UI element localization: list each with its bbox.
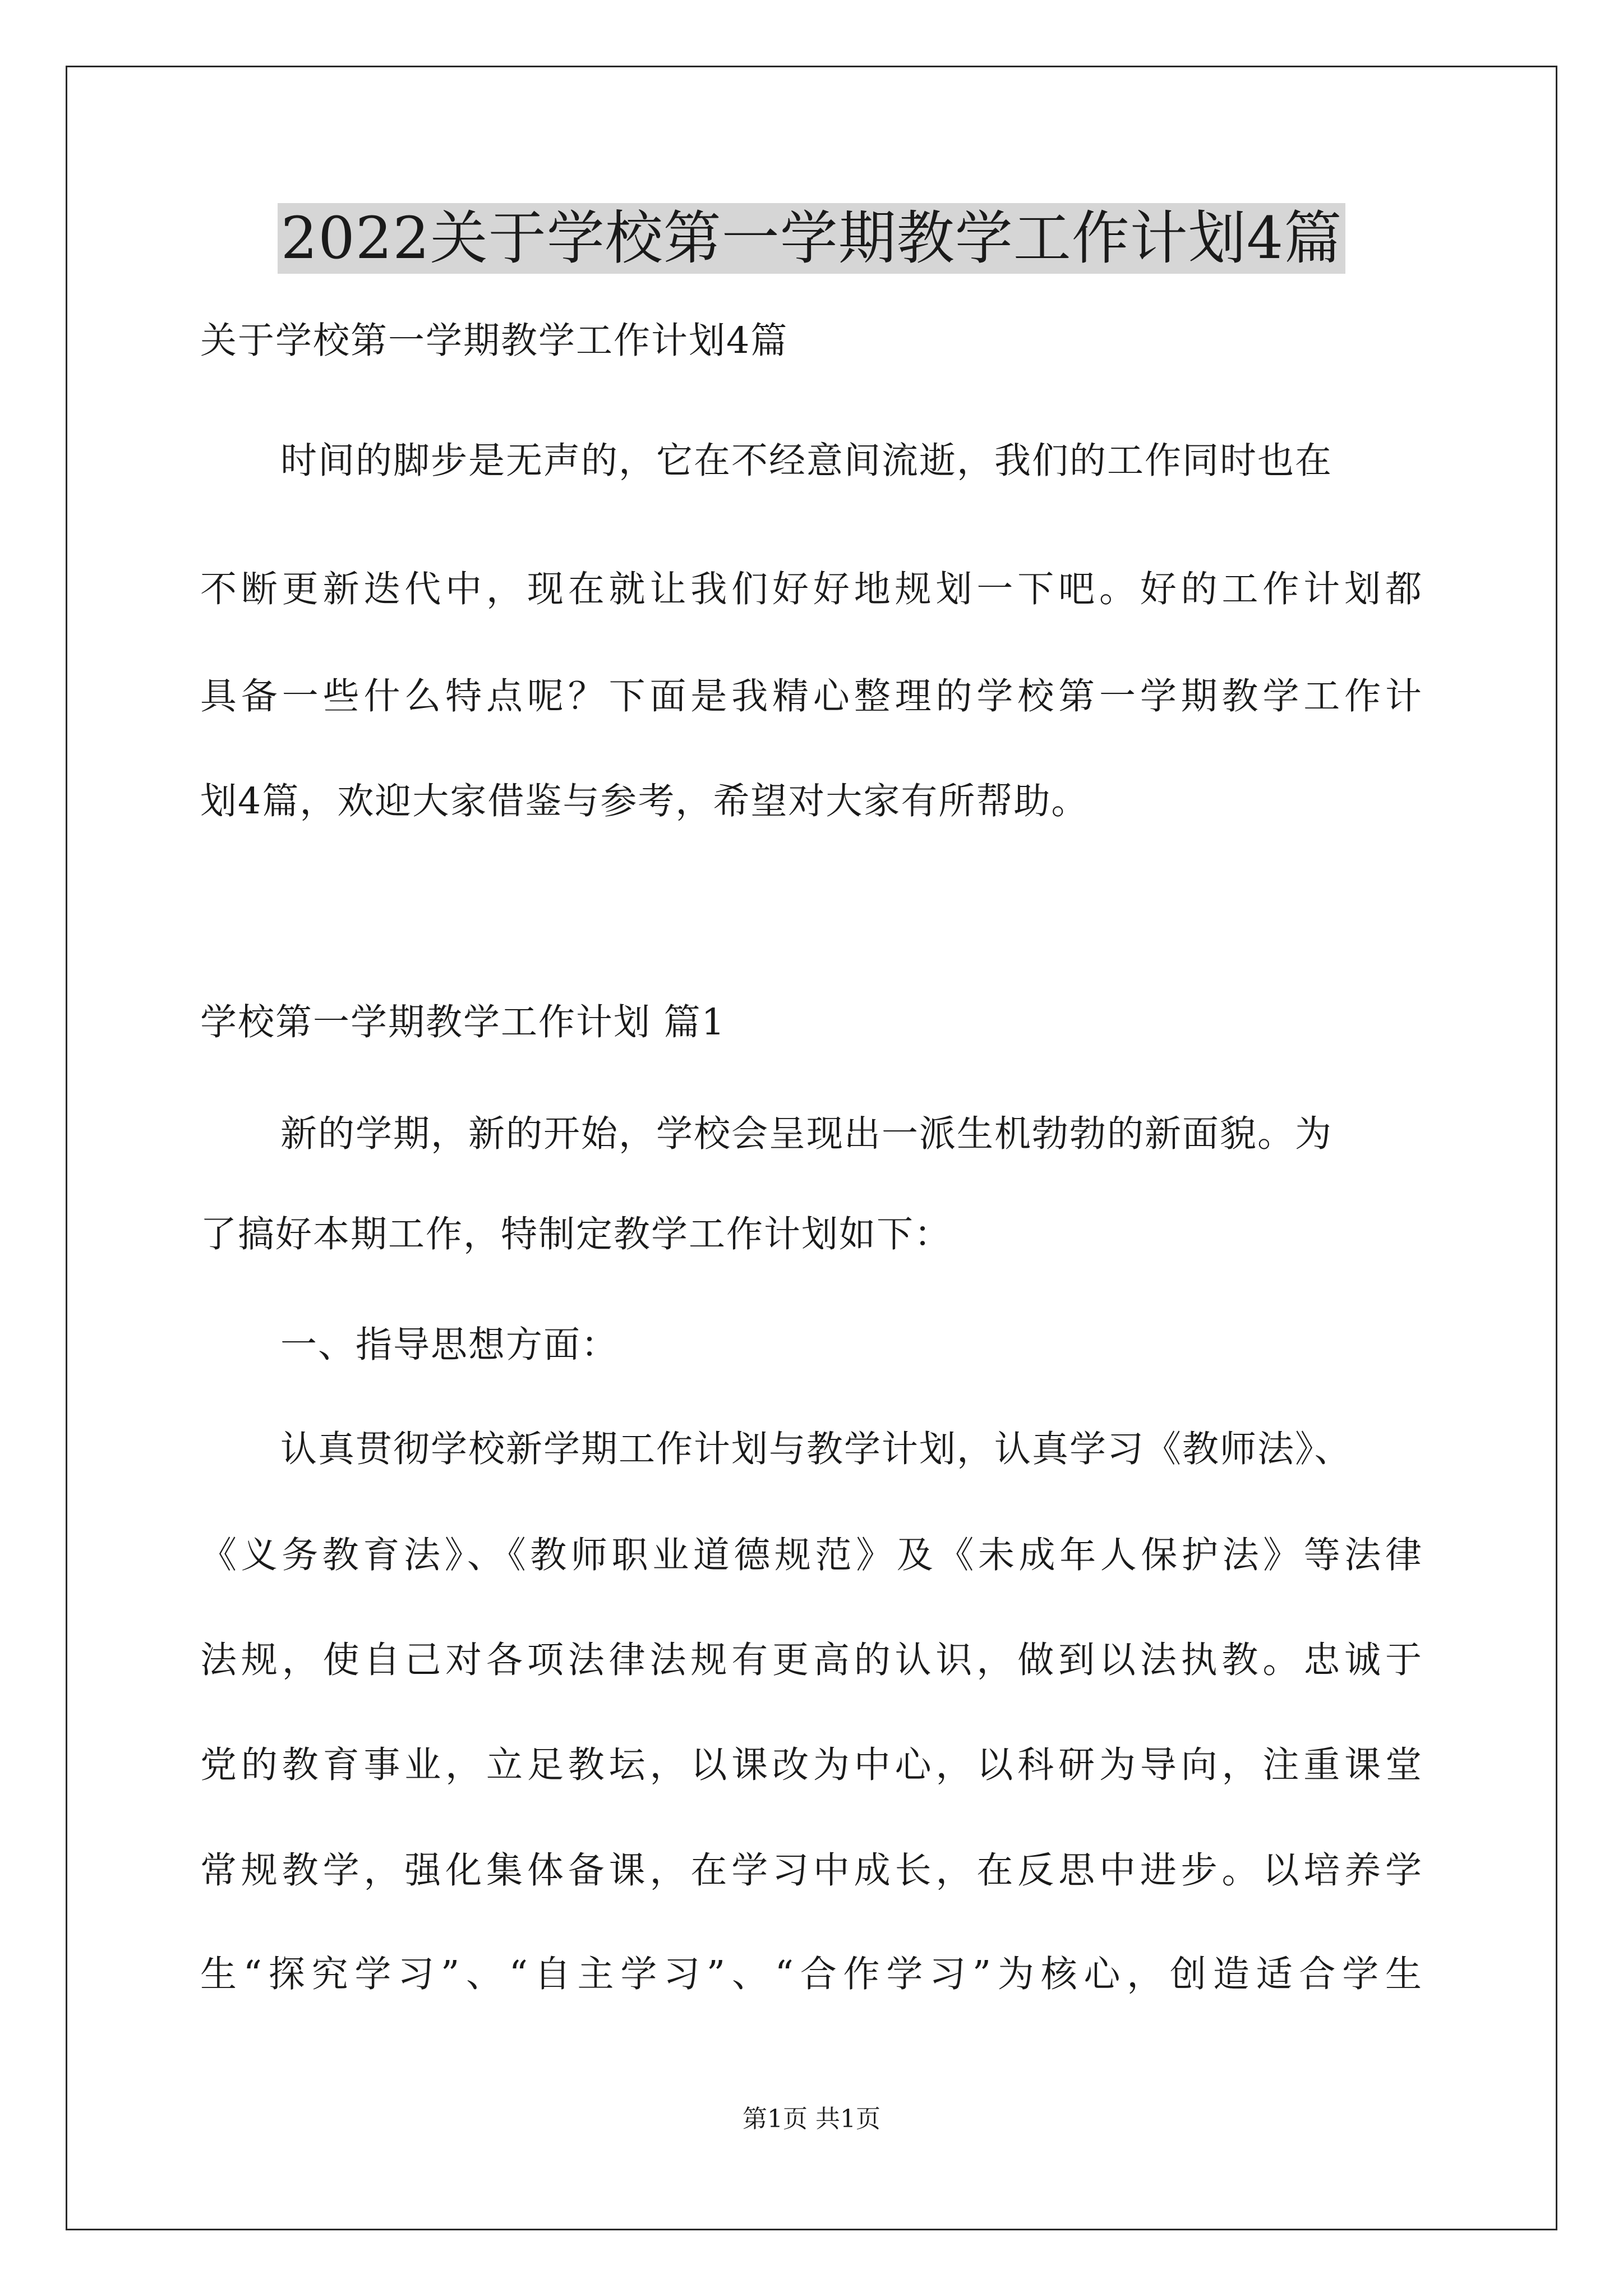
section-line-2: 了搞好本期工作，特制定教学工作计划如下： xyxy=(200,1213,952,1255)
intro-line-2: 不断更新迭代中，现在就让我们好好地规划一下吧。好的工作计划都 xyxy=(200,568,1423,610)
body-line-3: 法规，使自己对各项法律法规有更高的认识，做到以法执教。忠诚于 xyxy=(200,1639,1423,1681)
body-line-2: 《义务教育法》、《教师职业道德规范》及《未成年人保护法》等法律 xyxy=(200,1534,1423,1576)
section-line-1: 新的学期，新的开始，学校会呈现出一派生机勃勃的新面貌。为 xyxy=(280,1113,1333,1155)
subheading: 一、指导思想方面： xyxy=(280,1324,619,1366)
document-subtitle: 关于学校第一学期教学工作计划4篇 xyxy=(200,320,789,362)
intro-line-1: 时间的脚步是无声的，它在不经意间流逝，我们的工作同时也在 xyxy=(280,440,1333,482)
body-line-4: 党的教育事业，立足教坛，以课改为中心，以科研为导向，注重课堂 xyxy=(200,1744,1423,1786)
body-line-1: 认真贯彻学校新学期工作计划与教学计划，认真学习《教师法》、 xyxy=(280,1428,1352,1470)
intro-line-4: 划4篇，欢迎大家借鉴与参考，希望对大家有所帮助。 xyxy=(200,780,1089,822)
page-footer: 第1页 共1页 xyxy=(743,2105,880,2133)
title-container xyxy=(0,203,1623,274)
body-line-5: 常规教学，强化集体备课，在学习中成长，在反思中进步。以培养学 xyxy=(200,1849,1423,1892)
document-title: 2022关于学校第一学期教学工作计划4篇 xyxy=(278,203,1346,274)
body-line-6: 生“探究学习”、“自主学习”、“合作学习”为核心，创造适合学生 xyxy=(200,1953,1423,1995)
intro-line-3: 具备一些什么特点呢？下面是我精心整理的学校第一学期教学工作计 xyxy=(200,675,1423,717)
section-heading: 学校第一学期教学工作计划 篇1 xyxy=(200,1001,726,1043)
